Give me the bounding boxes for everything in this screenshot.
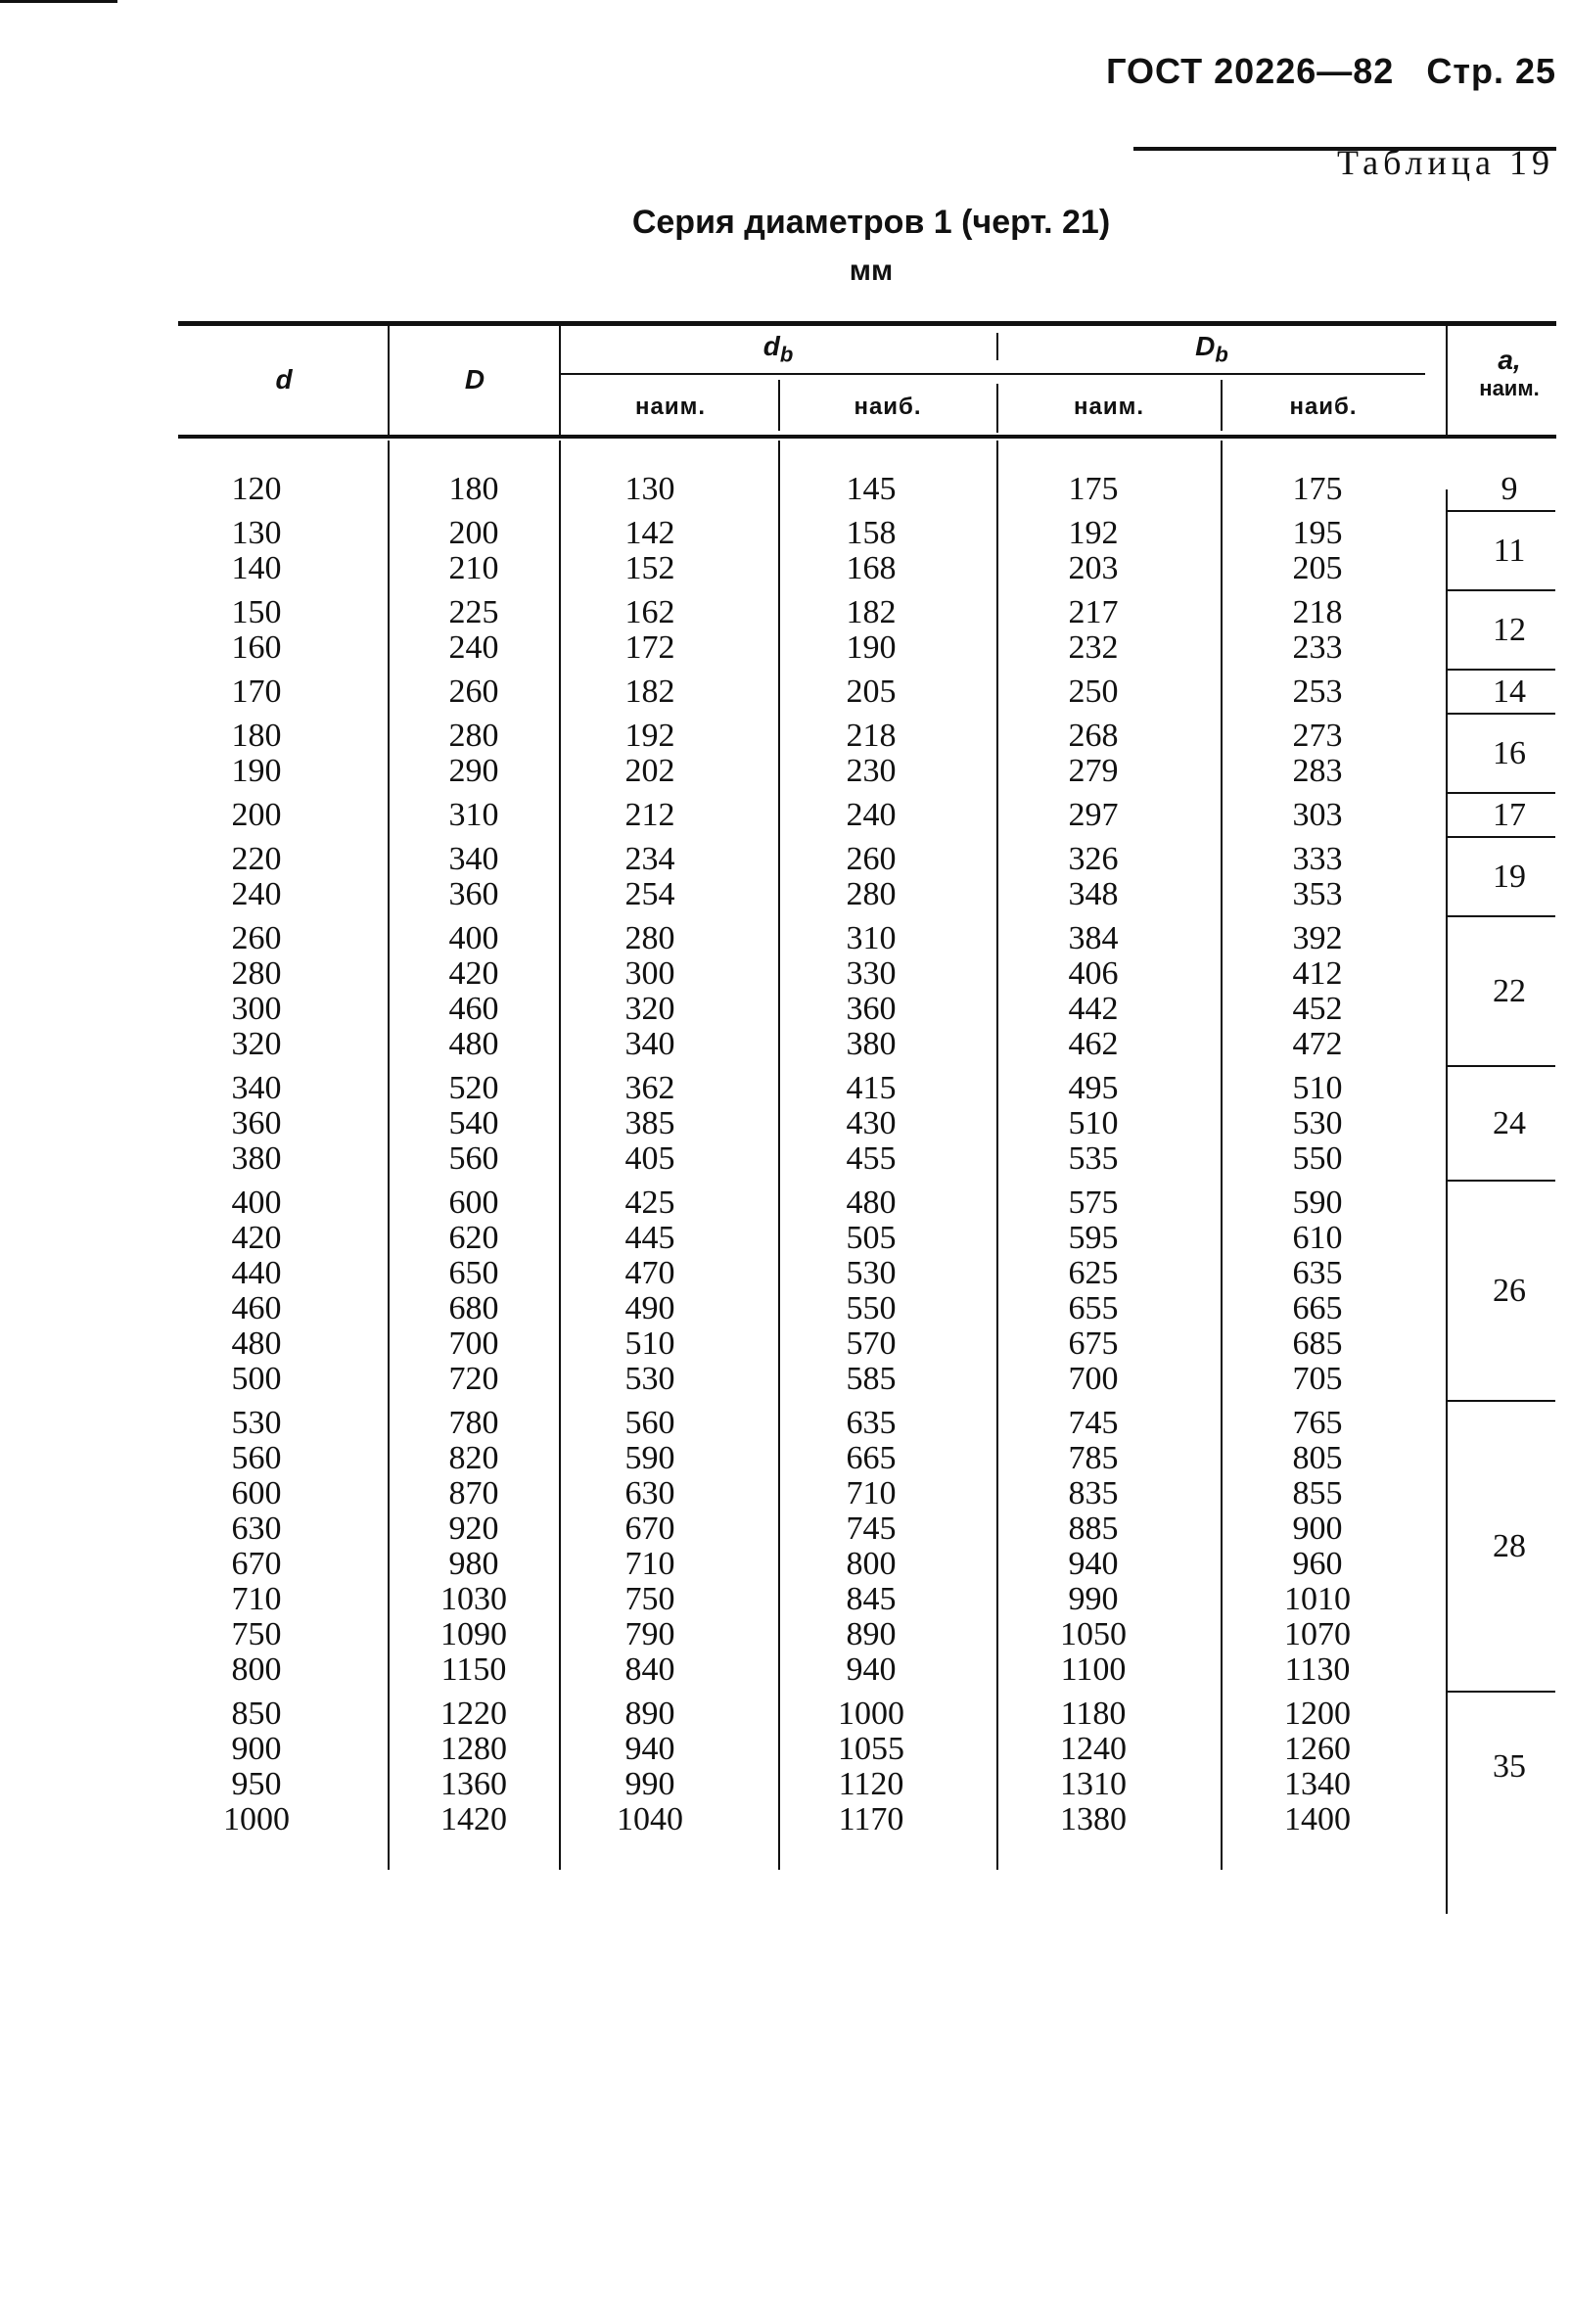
table-cell: 425: [624, 1185, 675, 1221]
table-cell: 420: [231, 1220, 282, 1256]
table-cell: 575: [1068, 1185, 1119, 1221]
table-cell: 234: [624, 841, 675, 877]
table-cell: 362: [624, 1070, 675, 1106]
table-cell: 710: [846, 1475, 897, 1511]
table-cell: 254: [624, 876, 675, 912]
table-cell: 1420: [440, 1801, 507, 1837]
table-cell: 232: [1068, 629, 1119, 666]
a-value: 26: [1493, 1273, 1526, 1309]
table-cell: 460: [448, 991, 499, 1027]
table-cell: 1000: [223, 1801, 290, 1837]
Db-subscript: b: [1215, 342, 1228, 367]
table-cell: 205: [1292, 550, 1343, 586]
table-cell: 595: [1068, 1220, 1119, 1256]
table-cell: 1260: [1284, 1731, 1351, 1767]
table-cell: 1010: [1284, 1581, 1351, 1617]
a-group-separator: [1448, 510, 1555, 512]
table-cell: 400: [231, 1185, 282, 1221]
table-cell: 260: [846, 841, 897, 877]
table-cell: 230: [846, 753, 897, 789]
table-cell: 340: [448, 841, 499, 877]
table-cell: 665: [846, 1440, 897, 1476]
table-cell: 670: [624, 1511, 675, 1547]
table-cell: 590: [1292, 1185, 1343, 1221]
table-cell: 442: [1068, 991, 1119, 1027]
body-divider-3: [778, 441, 780, 1870]
table-cell: 1360: [440, 1766, 507, 1802]
table-cell: 205: [846, 674, 897, 710]
table-cell: 1100: [1060, 1651, 1127, 1688]
table-cell: 353: [1292, 876, 1343, 912]
a-group-separator: [1448, 589, 1555, 591]
col-header-Db: [998, 331, 1425, 368]
table-cell: 855: [1292, 1475, 1343, 1511]
col-header-Db-min: наим.: [1073, 394, 1145, 420]
table-cell: 635: [846, 1405, 897, 1441]
table-cell: 280: [448, 718, 499, 754]
header-divider-1: [388, 326, 390, 435]
table-cell: 1050: [1060, 1616, 1127, 1652]
table-cell: 175: [1292, 471, 1343, 507]
table-cell: 160: [231, 629, 282, 666]
a-value: 17: [1493, 797, 1526, 833]
col-header-D: D: [464, 364, 485, 395]
table-cell: 560: [624, 1405, 675, 1441]
table-cell: 530: [846, 1255, 897, 1291]
table-cell: 240: [448, 629, 499, 666]
table-cell: 900: [231, 1731, 282, 1767]
table-cell: 182: [846, 594, 897, 630]
table-cell: 1180: [1060, 1696, 1127, 1732]
table-cell: 1130: [1284, 1651, 1351, 1688]
table-cell: 495: [1068, 1070, 1119, 1106]
table-cell: 340: [231, 1070, 282, 1106]
a-group-separator: [1448, 1691, 1555, 1693]
table-cell: 840: [624, 1651, 675, 1688]
table-cell: 510: [1292, 1070, 1343, 1106]
table-cell: 630: [231, 1511, 282, 1547]
table-cell: 405: [624, 1140, 675, 1177]
table-cell: 406: [1068, 955, 1119, 992]
table-cell: 890: [846, 1616, 897, 1652]
header-bottom-rule: [178, 435, 1556, 439]
table-cell: 217: [1068, 594, 1119, 630]
table-cell: 158: [846, 515, 897, 551]
table-cell: 900: [1292, 1511, 1343, 1547]
table-cell: 940: [1068, 1546, 1119, 1582]
table-cell: 310: [448, 797, 499, 833]
table-cell: 280: [846, 876, 897, 912]
a-value: 35: [1493, 1748, 1526, 1785]
table-cell: 745: [1068, 1405, 1119, 1441]
table-cell: 472: [1292, 1026, 1343, 1062]
table-cell: 320: [231, 1026, 282, 1062]
table-cell: 1200: [1284, 1696, 1351, 1732]
a-group-separator: [1448, 1400, 1555, 1402]
table-cell: 268: [1068, 718, 1119, 754]
table-cell: 182: [624, 674, 675, 710]
table-cell: 710: [624, 1546, 675, 1582]
table-cell: 326: [1068, 841, 1119, 877]
table-cell: 130: [231, 515, 282, 551]
table-cell: 380: [846, 1026, 897, 1062]
table-cell: 1340: [1284, 1766, 1351, 1802]
table-cell: 360: [846, 991, 897, 1027]
table-cell: 260: [448, 674, 499, 710]
table-cell: 1055: [838, 1731, 904, 1767]
Db-group-rule: [996, 373, 1425, 375]
a-group-separator: [1448, 1065, 1555, 1067]
table-cell: 750: [231, 1616, 282, 1652]
table-cell: 850: [231, 1696, 282, 1732]
table-cell: 297: [1068, 797, 1119, 833]
table-units: мм: [849, 255, 894, 287]
table-cell: 380: [231, 1140, 282, 1177]
table-cell: 600: [448, 1185, 499, 1221]
table-cell: 670: [231, 1546, 282, 1582]
table-cell: 415: [846, 1070, 897, 1106]
table-cell: 1150: [440, 1651, 507, 1688]
table-cell: 218: [1292, 594, 1343, 630]
body-divider-4: [996, 441, 998, 1870]
table-cell: 445: [624, 1220, 675, 1256]
table-cell: 625: [1068, 1255, 1119, 1291]
a-value: 11: [1493, 533, 1526, 569]
db-symbol: d: [762, 331, 780, 361]
table-cell: 192: [1068, 515, 1119, 551]
table-cell: 140: [231, 550, 282, 586]
table-cell: 320: [624, 991, 675, 1027]
table-cell: 250: [1068, 674, 1119, 710]
table-cell: 530: [624, 1361, 675, 1397]
table-cell: 500: [231, 1361, 282, 1397]
col-header-d: d: [275, 364, 293, 395]
table-cell: 805: [1292, 1440, 1343, 1476]
a-value: 12: [1493, 612, 1526, 648]
table-cell: 1170: [838, 1801, 904, 1837]
table-cell: 384: [1068, 920, 1119, 956]
table-cell: 710: [231, 1581, 282, 1617]
a-group-separator: [1448, 792, 1555, 794]
table-cell: 885: [1068, 1511, 1119, 1547]
table-cell: 780: [448, 1405, 499, 1441]
table-cell: 233: [1292, 629, 1343, 666]
table-cell: 225: [448, 594, 499, 630]
table-cell: 870: [448, 1475, 499, 1511]
table-cell: 200: [448, 515, 499, 551]
table-cell: 585: [846, 1361, 897, 1397]
table-top-rule: [178, 321, 1556, 326]
table-cell: 890: [624, 1696, 675, 1732]
table-cell: 820: [448, 1440, 499, 1476]
a-value: 24: [1493, 1105, 1526, 1141]
a-value: 28: [1493, 1528, 1526, 1564]
table-cell: 333: [1292, 841, 1343, 877]
col-header-Db-max: наиб.: [1289, 394, 1358, 420]
table-cell: 700: [1068, 1361, 1119, 1397]
table-cell: 340: [624, 1026, 675, 1062]
table-cell: 192: [624, 718, 675, 754]
table-cell: 505: [846, 1220, 897, 1256]
table-cell: 1000: [838, 1696, 904, 1732]
table-cell: 1120: [838, 1766, 904, 1802]
table-cell: 530: [1292, 1105, 1343, 1141]
table-cell: 685: [1292, 1325, 1343, 1362]
table-cell: 535: [1068, 1140, 1119, 1177]
table-cell: 220: [231, 841, 282, 877]
table-cell: 1400: [1284, 1801, 1351, 1837]
table-cell: 700: [448, 1325, 499, 1362]
table-cell: 470: [624, 1255, 675, 1291]
table-cell: 330: [846, 955, 897, 992]
table-cell: 240: [846, 797, 897, 833]
a-value: 14: [1493, 674, 1526, 710]
table-cell: 455: [846, 1140, 897, 1177]
table-cell: 279: [1068, 753, 1119, 789]
a-value: 16: [1493, 735, 1526, 771]
table-cell: 310: [846, 920, 897, 956]
table-cell: 540: [448, 1105, 499, 1141]
a-group-separator: [1448, 1180, 1555, 1182]
table-cell: 142: [624, 515, 675, 551]
table-cell: 283: [1292, 753, 1343, 789]
a-value: 22: [1493, 973, 1526, 1009]
table-cell: 360: [231, 1105, 282, 1141]
table-cell: 200: [231, 797, 282, 833]
a-symbol: a,: [1498, 345, 1521, 375]
table-cell: 980: [448, 1546, 499, 1582]
table-cell: 170: [231, 674, 282, 710]
table-cell: 273: [1292, 718, 1343, 754]
table-cell: 675: [1068, 1325, 1119, 1362]
table-cell: 280: [231, 955, 282, 992]
table-cell: 392: [1292, 920, 1343, 956]
db-group-rule: [561, 373, 996, 375]
table-cell: 635: [1292, 1255, 1343, 1291]
table-cell: 590: [624, 1440, 675, 1476]
table-cell: 920: [448, 1511, 499, 1547]
table-cell: 180: [448, 471, 499, 507]
table-cell: 550: [1292, 1140, 1343, 1177]
table-cell: 172: [624, 629, 675, 666]
table-cell: 400: [448, 920, 499, 956]
table-cell: 550: [846, 1290, 897, 1326]
col-header-a: [1448, 345, 1570, 401]
table-cell: 650: [448, 1255, 499, 1291]
a-value: 9: [1501, 471, 1518, 507]
table-cell: 195: [1292, 515, 1343, 551]
table-cell: 800: [846, 1546, 897, 1582]
standard-number: ГОСТ 20226—82: [1106, 51, 1395, 91]
table-cell: 490: [624, 1290, 675, 1326]
table-cell: 520: [448, 1070, 499, 1106]
table-cell: 960: [1292, 1546, 1343, 1582]
table-cell: 680: [448, 1290, 499, 1326]
page-header: [1106, 51, 1556, 92]
table-cell: 620: [448, 1220, 499, 1256]
a-group-separator: [1448, 669, 1555, 671]
table-cell: 705: [1292, 1361, 1343, 1397]
table-cell: 940: [846, 1651, 897, 1688]
table-cell: 180: [231, 718, 282, 754]
table-cell: 253: [1292, 674, 1343, 710]
table-cell: 175: [1068, 471, 1119, 507]
table-cell: 162: [624, 594, 675, 630]
table-cell: 800: [231, 1651, 282, 1688]
table-cell: 1310: [1060, 1766, 1127, 1802]
table-cell: 940: [624, 1731, 675, 1767]
table-cell: 720: [448, 1361, 499, 1397]
table-cell: 280: [624, 920, 675, 956]
table-cell: 1280: [440, 1731, 507, 1767]
table-cell: 1040: [617, 1801, 683, 1837]
table-cell: 560: [231, 1440, 282, 1476]
table-cell: 460: [231, 1290, 282, 1326]
table-cell: 480: [448, 1026, 499, 1062]
table-cell: 120: [231, 471, 282, 507]
table-cell: 1090: [440, 1616, 507, 1652]
a-value: 19: [1493, 859, 1526, 895]
table-cell: 480: [231, 1325, 282, 1362]
table-cell: 360: [448, 876, 499, 912]
table-cell: 348: [1068, 876, 1119, 912]
table-cell: 1240: [1060, 1731, 1127, 1767]
table-cell: 765: [1292, 1405, 1343, 1441]
col-header-db: [563, 331, 993, 368]
table-cell: 510: [1068, 1105, 1119, 1141]
table-cell: 510: [624, 1325, 675, 1362]
table-cell: 1220: [440, 1696, 507, 1732]
table-cell: 218: [846, 718, 897, 754]
table-cell: 480: [846, 1185, 897, 1221]
table-cell: 290: [448, 753, 499, 789]
table-cell: 130: [624, 471, 675, 507]
a-group-separator: [1448, 713, 1555, 715]
header-divider-2: [559, 326, 561, 435]
table-cell: 420: [448, 955, 499, 992]
table-cell: 560: [448, 1140, 499, 1177]
a-group-separator: [1448, 836, 1555, 838]
table-cell: 845: [846, 1581, 897, 1617]
col-header-db-max: наиб.: [854, 394, 922, 420]
a-group-separator: [1448, 915, 1555, 917]
table-cell: 212: [624, 797, 675, 833]
table-cell: 610: [1292, 1220, 1343, 1256]
table-cell: 260: [231, 920, 282, 956]
table-cell: 190: [846, 629, 897, 666]
table-cell: 750: [624, 1581, 675, 1617]
table-cell: 440: [231, 1255, 282, 1291]
table-cell: 168: [846, 550, 897, 586]
table-cell: 570: [846, 1325, 897, 1362]
table-cell: 300: [624, 955, 675, 992]
table-label: Таблица 19: [1337, 143, 1554, 182]
table-cell: 665: [1292, 1290, 1343, 1326]
table-cell: 530: [231, 1405, 282, 1441]
table-cell: 745: [846, 1511, 897, 1547]
Db-symbol: D: [1195, 331, 1216, 361]
table-cell: 462: [1068, 1026, 1119, 1062]
table-cell: 1380: [1060, 1801, 1127, 1837]
table-caption: Серия диаметров 1 (черт. 21): [631, 204, 1111, 241]
table-cell: 430: [846, 1105, 897, 1141]
table-cell: 145: [846, 471, 897, 507]
table-cell: 950: [231, 1766, 282, 1802]
table-cell: 452: [1292, 991, 1343, 1027]
table-cell: 785: [1068, 1440, 1119, 1476]
table-cell: 630: [624, 1475, 675, 1511]
body-divider-5: [1221, 441, 1223, 1870]
a-min-label: наим.: [1479, 376, 1540, 400]
table-cell: 210: [448, 550, 499, 586]
table-cell: 240: [231, 876, 282, 912]
table-cell: 203: [1068, 550, 1119, 586]
table-cell: 152: [624, 550, 675, 586]
table-cell: 990: [624, 1766, 675, 1802]
page-number: Стр. 25: [1426, 51, 1556, 91]
table-cell: 190: [231, 753, 282, 789]
table-cell: 150: [231, 594, 282, 630]
table-cell: 990: [1068, 1581, 1119, 1617]
table-cell: 385: [624, 1105, 675, 1141]
table-cell: 300: [231, 991, 282, 1027]
table-cell: 835: [1068, 1475, 1119, 1511]
table-cell: 202: [624, 753, 675, 789]
page-top-mark: [0, 0, 117, 3]
col-header-db-min: наим.: [634, 394, 707, 420]
table-cell: 600: [231, 1475, 282, 1511]
table-cell: 1030: [440, 1581, 507, 1617]
table-cell: 303: [1292, 797, 1343, 833]
table-cell: 655: [1068, 1290, 1119, 1326]
db-subscript: b: [779, 342, 794, 367]
table-cell: 790: [624, 1616, 675, 1652]
table-cell: 412: [1292, 955, 1343, 992]
table-cell: 1070: [1284, 1616, 1351, 1652]
